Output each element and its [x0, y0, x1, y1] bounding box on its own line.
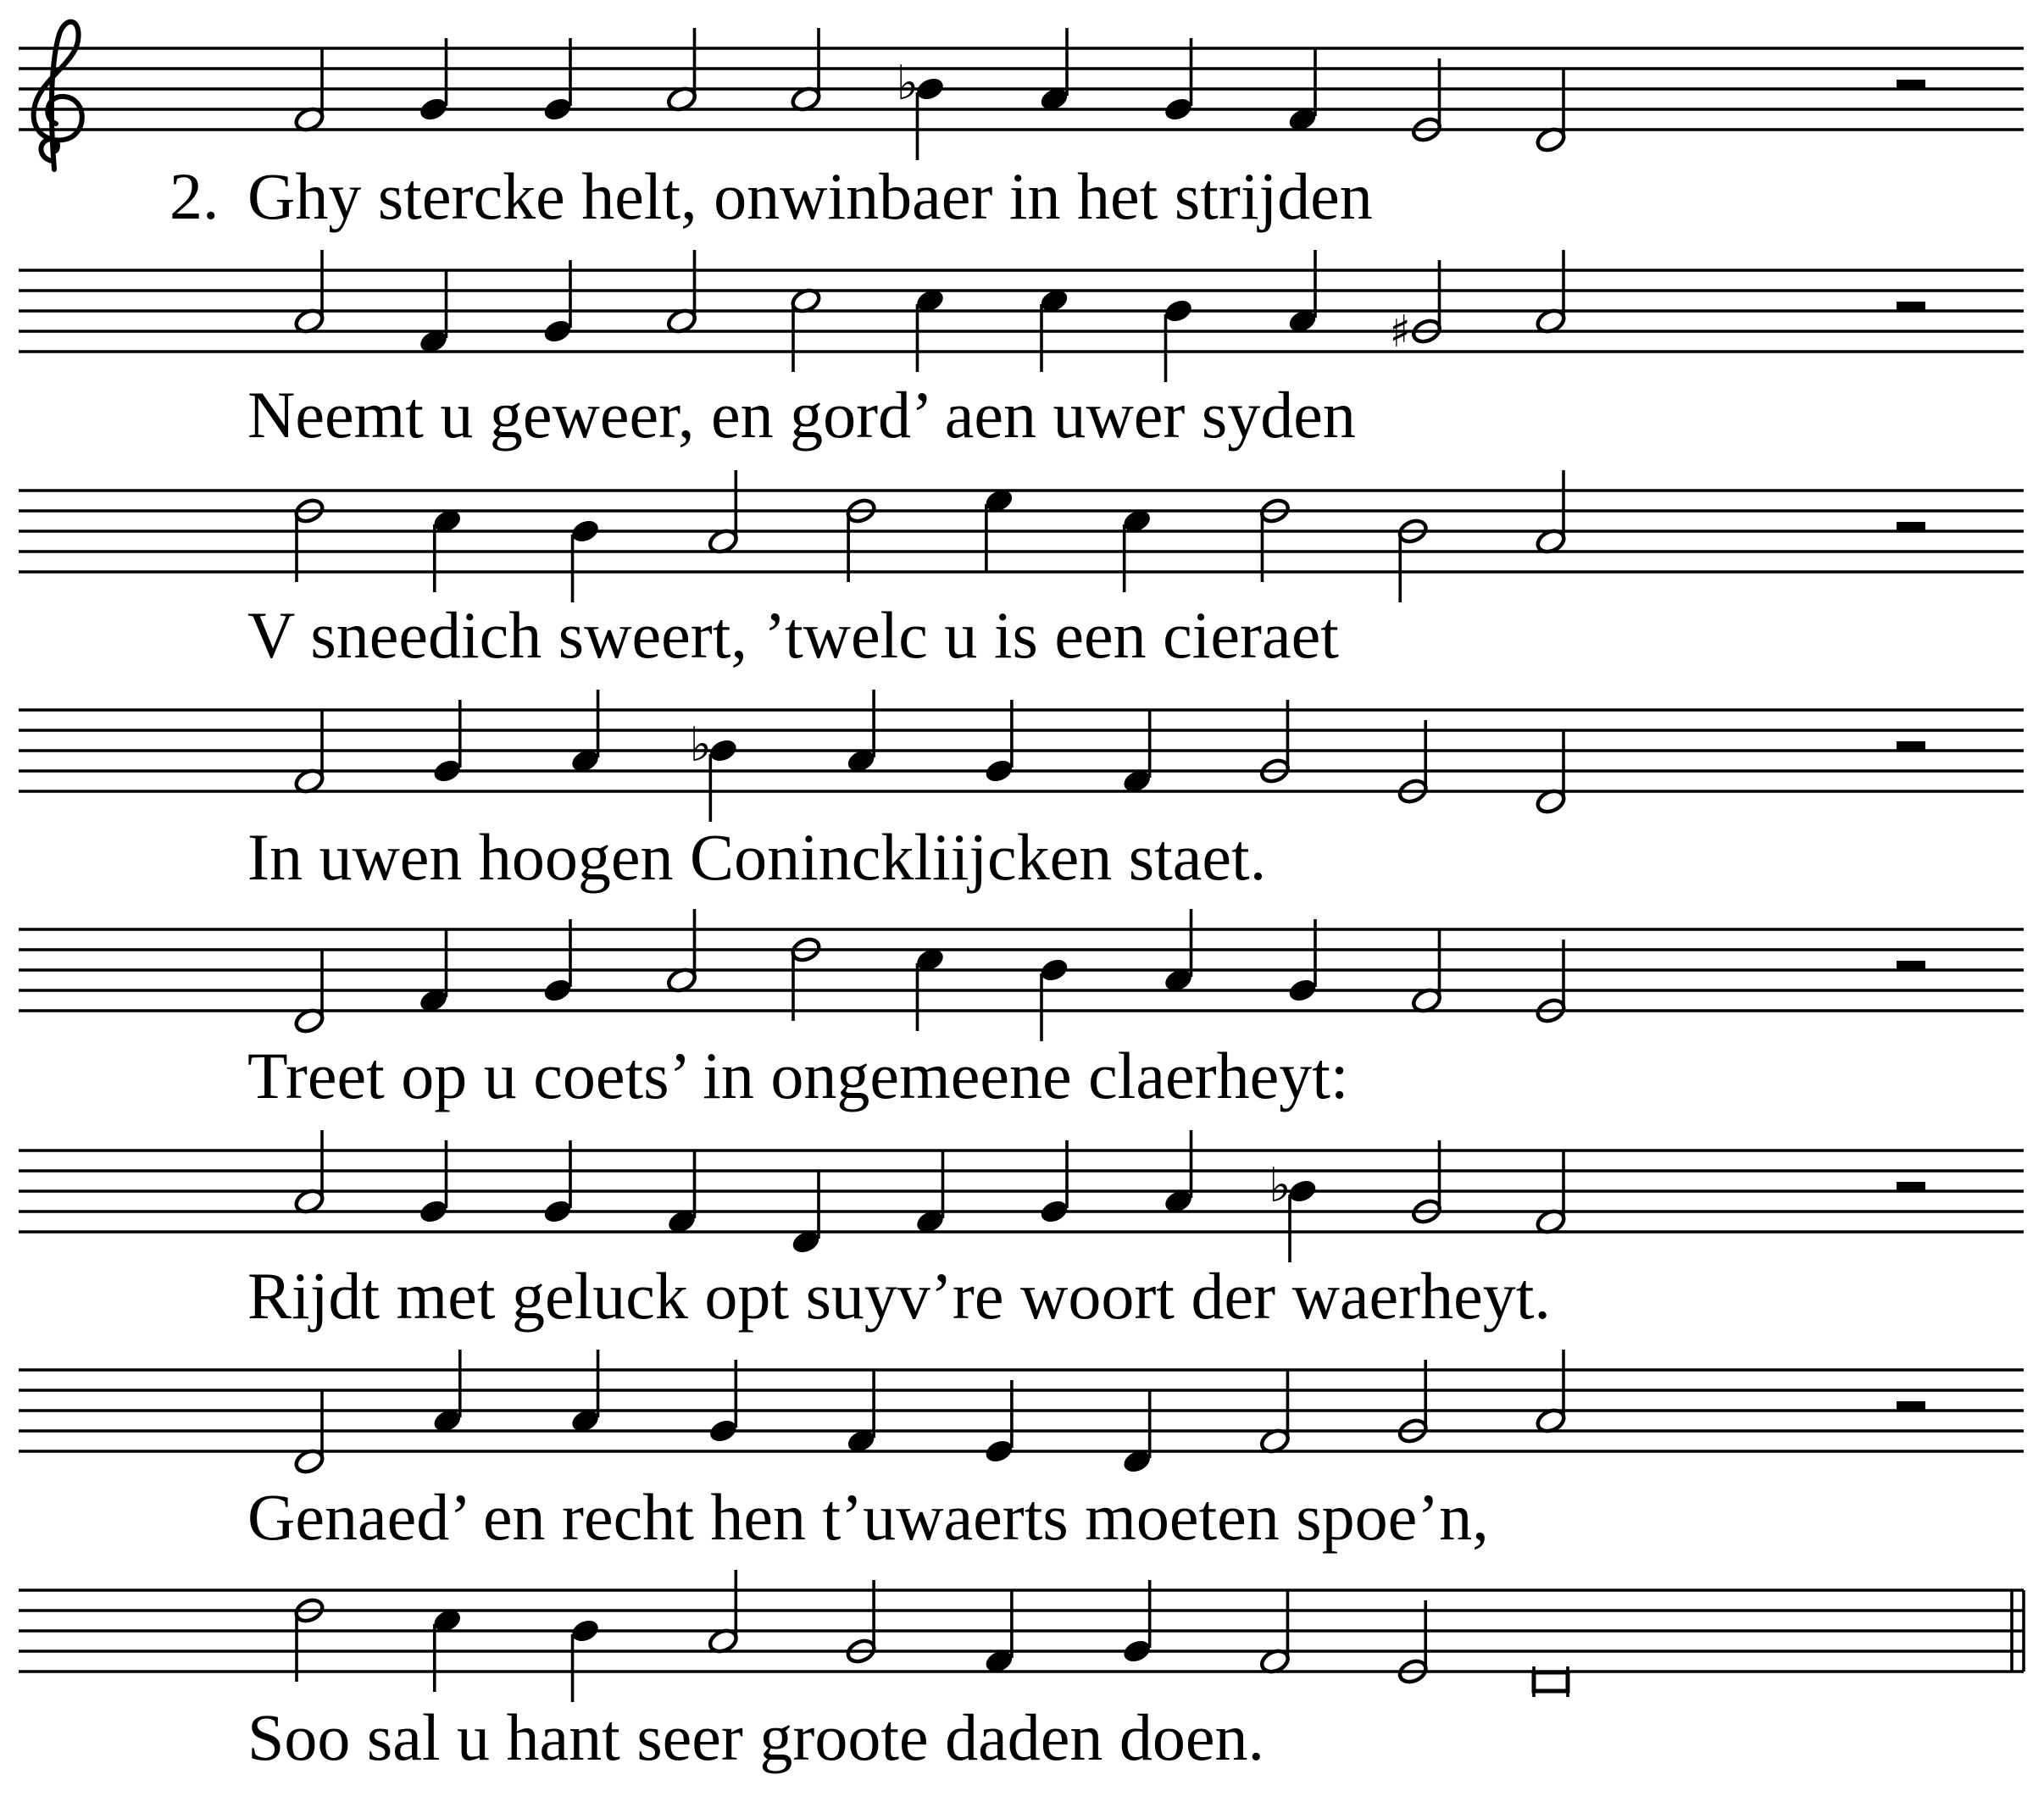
note [1286, 48, 1319, 134]
note [1038, 956, 1070, 1041]
note [707, 1570, 739, 1655]
lyric-line: Neemt u geweer, en gord’ aen uwer syden [247, 378, 1356, 452]
note [1390, 260, 1443, 358]
score-content [19, 22, 2024, 1774]
note [707, 470, 739, 556]
note [417, 929, 449, 1015]
note [1535, 470, 1567, 556]
note [293, 250, 325, 335]
staff-system [19, 250, 2024, 452]
note [1535, 250, 1567, 335]
note [1534, 1666, 1568, 1697]
note [914, 945, 946, 1031]
note [293, 48, 325, 134]
staff-system [19, 1350, 2024, 1554]
staff-system [19, 1570, 2024, 1774]
note [1286, 250, 1319, 335]
staff-system [19, 909, 2024, 1112]
note [1258, 1590, 1291, 1676]
note [665, 250, 697, 335]
lyric-line: Genaed’ en recht hen t’uwaerts moeten spoe’n, [247, 1480, 1489, 1554]
half-rest-icon [1897, 302, 1925, 311]
note [1038, 1140, 1070, 1226]
note [569, 1350, 601, 1435]
half-rest-icon [1897, 1182, 1925, 1191]
note [569, 690, 601, 775]
note [790, 286, 822, 372]
half-rest-icon [1897, 961, 1925, 970]
note [1038, 286, 1070, 372]
flat-sign-icon: ♭ [896, 56, 919, 111]
note [542, 919, 574, 1005]
note [1162, 1130, 1194, 1216]
note [431, 700, 464, 785]
note [845, 1370, 877, 1455]
lyric-line: In uwen hoogen Coninckliijcken staet. [247, 820, 1267, 894]
note [665, 1151, 697, 1236]
note [983, 1590, 1015, 1676]
note [1121, 710, 1153, 796]
note [542, 1140, 574, 1226]
lyric-line: Soo sal u hant seer groote daden doen. [247, 1700, 1265, 1774]
note [1038, 28, 1070, 114]
note [1121, 507, 1153, 592]
note [983, 486, 1015, 572]
note [845, 690, 877, 775]
lyric-line: Ghy stercke helt, onwinbaer in het strijden [247, 159, 1373, 233]
note [790, 28, 822, 114]
verse-number: 2. [169, 159, 219, 233]
note [707, 1360, 739, 1445]
note [417, 38, 449, 124]
note [431, 507, 464, 592]
lyric-line: Treet op u coets’ in ongemeene claerheyt: [247, 1039, 1349, 1112]
lyric-line: Rijdt met geluck opt suyv’re woort der waerheyt. [247, 1259, 1551, 1333]
staff-system [19, 690, 2024, 894]
note [293, 1130, 325, 1216]
note [1535, 730, 1567, 816]
half-rest-icon [1897, 741, 1925, 751]
note [293, 1390, 325, 1476]
half-rest-icon [1897, 522, 1925, 531]
flat-sign-icon: ♭ [1269, 1158, 1291, 1213]
note [569, 517, 601, 602]
note [431, 1606, 464, 1692]
note [1121, 1390, 1153, 1476]
note [542, 38, 574, 124]
lyric-line: V sneedich sweert, ’twelc u is een cieraet [247, 598, 1339, 672]
note [1162, 297, 1194, 382]
note [569, 1616, 601, 1702]
note [1535, 1151, 1567, 1236]
note [914, 1151, 946, 1236]
note [417, 1140, 449, 1226]
note [1258, 1370, 1291, 1455]
note [983, 700, 1015, 785]
note [1162, 909, 1194, 995]
half-rest-icon [1897, 1401, 1925, 1411]
note [914, 286, 946, 372]
note [1286, 919, 1319, 1005]
half-rest-icon [1897, 80, 1925, 89]
note [1121, 1580, 1153, 1666]
note [293, 710, 325, 796]
note [1535, 69, 1567, 154]
note [665, 28, 697, 114]
treble-clef-icon [34, 22, 82, 169]
notehead-breve [1534, 1672, 1568, 1691]
note [542, 260, 574, 346]
note [1535, 1350, 1567, 1435]
note [665, 909, 697, 995]
note [790, 1171, 822, 1256]
note [1162, 38, 1194, 124]
note [293, 950, 325, 1035]
note [1410, 929, 1442, 1015]
note [983, 1380, 1015, 1466]
sharp-sign-icon: ♯ [1389, 307, 1411, 358]
note [431, 1350, 464, 1435]
staff-system [19, 470, 2024, 672]
note [417, 270, 449, 356]
flat-sign-icon: ♭ [689, 718, 712, 773]
staff-system [19, 22, 2024, 233]
staff-system [19, 1130, 2024, 1333]
